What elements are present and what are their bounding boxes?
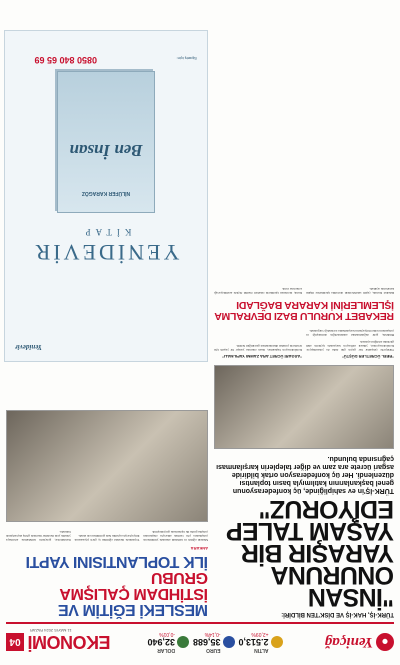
market-tickers [114,631,316,653]
ticker-label: EURO [206,647,221,653]
article-paragraph: Türkiye'de çalışanlar her geçen gün daha da yoksullaşıyor. Konfederasyonlar, yüksek enflasyon karşısında işçilerin alım gücünün eridiğini açıkladı. [306,339,394,352]
secondary-paragraph: Kurul, incelenen işlemlerin rekabeti önemli ölçüde azaltmayacağı sonucuna vardı. [214,286,302,295]
article-headline[interactable]: "İNSAN ONURUNA YARAŞIR BİR YAŞAM TALEP EDİYORUZ" [227,495,394,611]
ticker-change: -0,14% [204,631,221,637]
secondary-paragraph: Rekabet Kurulu, çeşitli sektörlerdeki devralma işlemlerine ilişkin kararlarını açıkladı. [306,286,394,295]
article-deck: TÜRK-İŞ'in ev sahipliğinde, üç konfederasyonun genel başkanlarının katılımıyla basın toplantısı düzenlendi. Her üç konfederasyon ortak bildiride asgari ücrete ara zam ve diğer taleplerin karşılanması çağrısında bulundu. [216,455,394,494]
article-column [306,327,394,361]
ticker-value: 32,940 [147,637,175,647]
dollar-icon [177,636,189,648]
brand[interactable] [316,633,394,651]
book-cover[interactable] [57,71,155,213]
article-subhead: "REEL ÜCRETLER DÜŞTÜ" [341,354,394,359]
article-column [214,327,302,361]
right-headline-line: MESLEKİ EĞİTİM VE [58,601,208,618]
left-article [214,7,394,617]
right-paragraph: Katılımcılar, gençlerin istihdamını artırmaya yönelik yeni modeller üzerinde görüş alışverişinde bulundu. [5,529,71,542]
article-kicker: TÜRK-İŞ, HAK-İŞ VE DİSK'TEN BİLDİRİ: [281,611,394,617]
section-title: EKONOMİ [28,632,111,653]
book-title: Ben İnsan [69,141,143,160]
ticker-label: DOLAR [157,647,175,653]
brand-name: Yeniçağ [324,634,373,651]
ticker-value: 35,688 [192,637,221,647]
secondary-article [214,285,394,321]
secondary-headline[interactable]: REKABET KURULU BAZI DEVRALMA İŞLEMLERİNİ KARARA BAĞLADI [214,298,394,322]
right-byline: ANKARA [190,546,208,551]
ticker-label: ALTIN [254,647,269,653]
article-columns [214,327,394,361]
book-author: NİLÜFER KARAGÖZ [81,190,131,196]
right-headline-line: İLK TOPLANTISINI YAPTI [25,553,208,570]
ticker-change: -0,01% [159,631,175,637]
right-paragraph: Toplantıda mesleki eğitimin iş gücü piyasasının ihtiyaçlarıyla uyumlu hale getirilmesi ele alındı. [74,533,140,542]
right-headline-line: İSTİHDAM ÇALIŞMA GRUBU [60,569,208,602]
right-headline[interactable] [6,553,208,617]
ad-subtitle: KİTAP [80,227,132,237]
ad-phone[interactable]: 0850 840 65 69 [34,55,97,65]
ticker-gold [239,631,283,653]
publisher-logo: Yenidevir [15,343,42,351]
ticker-euro [193,631,235,653]
article-paragraph: Konfederasyon başkanları, insan onuruna yaraşır bir yaşam için ücretlerin yeniden düzenlenmesi gerektiğini belirtti. [214,343,302,352]
ticker-change: +2,09% [251,631,269,637]
article-subhead: "ASGARİ ÜCRET ARA ZAMMI YAPILMALI" [221,354,302,359]
meeting-photo [6,410,208,522]
ticker-value: 2.513,0 [238,637,269,647]
brand-logo-icon: ● [376,633,394,651]
ticker-dollar [147,631,189,653]
right-paragraph: Mesleki eğitim ve istihdam alanında yürütülecek çalışmalara yön vermek amacıyla oluşturulan çalışma grubu ilk toplantısını gerçekleştirdi. [143,529,208,542]
article-photo [214,365,394,449]
right-article [6,7,208,617]
ad-order-text: Sipariş için: [176,56,197,61]
article-paragraph: Bildiride, gelir dağılımındaki adaletsizliğin derinleştiği ve çalışanların temel ihtiyaçlarını karşılamakta zorlandığı vurgulandı. [306,329,394,338]
masthead-divider [6,622,394,624]
gold-coin-icon [271,636,283,648]
book-advertisement[interactable] [4,30,208,362]
issue-date: 11 MAYIS 2024 PAZAR [30,628,72,633]
ad-title: YENİDEVİR [32,240,180,265]
euro-icon [223,636,235,648]
page-number: 04 [6,633,24,651]
right-article-columns [6,527,208,542]
